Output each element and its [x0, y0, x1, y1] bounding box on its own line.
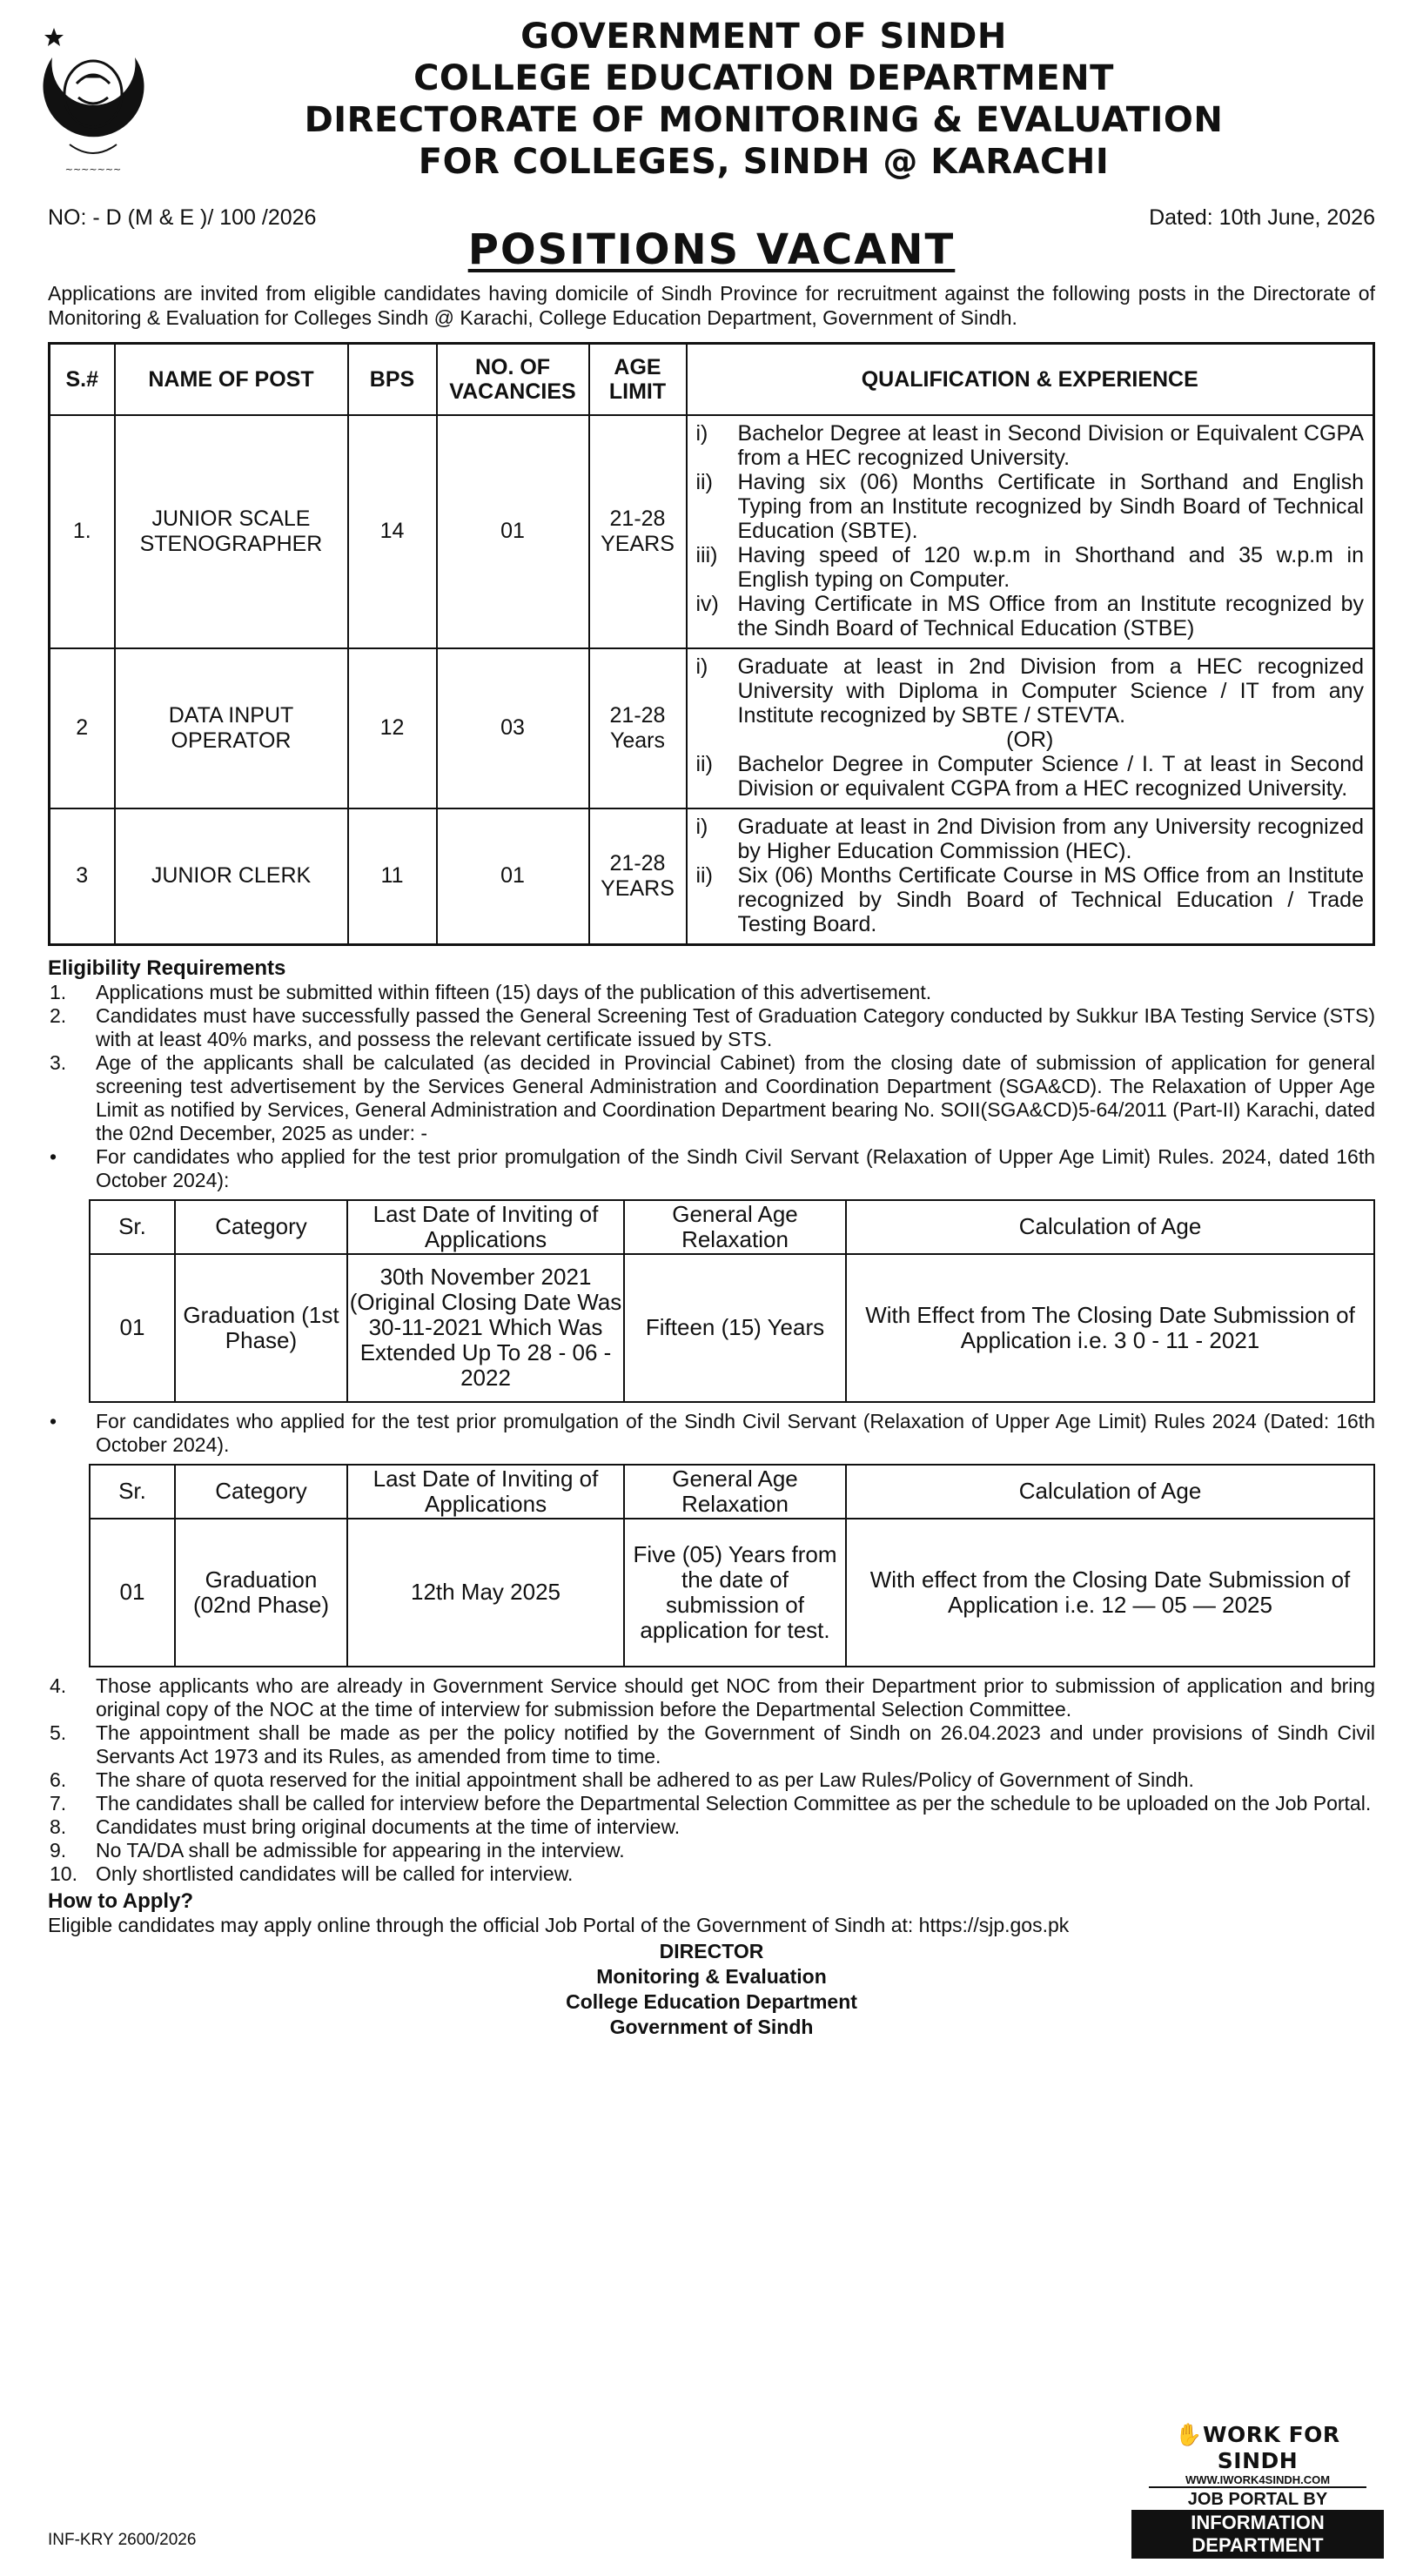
- list-item: [48, 1051, 1375, 1145]
- list-text: Applications must be submitted within fifteen (15) days of the publication of this advertisement.: [96, 980, 932, 1003]
- list-text: For candidates who applied for the test prior promulgation of the Sindh Civil Servant (Relaxation of Upper Age Limit) Rules 2024 (Dated: 16th October 2024).: [96, 1409, 1375, 1456]
- list-number: 5.: [50, 1721, 67, 1744]
- list-text: Age of the applicants shall be calculated (as decided in Provincial Cabinet) from the closing date of submission of application for general screening test advertisement by the Services General Administration and Coordination Department (SGA&CD). The Relaxation of Upper Age Limit as notified by Services, General Administration and Coordination Department bearing No. SOII(SGA&CD)5-64/2011 (Part-II) Karachi, dated the 02nd December, 2025 as under: -: [96, 1050, 1375, 1144]
- list-number: 8.: [50, 1815, 67, 1838]
- qualification-text: Six (06) Months Certificate Course in MS Office from an Institute recognized by Sindh Board of Technical Education / Trade Testing Board.: [737, 862, 1364, 936]
- col-header: General Age Relaxation: [624, 1200, 846, 1254]
- table-cell: Graduation (1st Phase): [175, 1254, 347, 1402]
- qualification-item: [696, 752, 1365, 801]
- col-header: NO. OF VACANCIES: [437, 344, 589, 415]
- qualification-text: Having speed of 120 w.p.m in Shorthand and 35 w.p.m in English typing on Computer.: [737, 542, 1364, 592]
- ad-code: INF-KRY 2600/2026: [48, 2531, 197, 2549]
- dated-text: Dated: 10th June, 2026: [1149, 205, 1375, 230]
- work-for-sindh-logo: [1131, 2422, 1384, 2559]
- how-to-apply-heading: How to Apply?: [48, 1888, 194, 1913]
- qualification-number: iii): [695, 542, 718, 567]
- table-row: [50, 648, 1374, 808]
- positions-table: [48, 342, 1375, 946]
- list-number: 4.: [50, 1674, 67, 1697]
- table-cell: 12: [348, 648, 437, 808]
- table-row: [50, 415, 1374, 648]
- table-cell: With effect from the Closing Date Submission of Application i.e. 12 — 05 — 2025: [846, 1519, 1374, 1667]
- svg-text:~~~~~~~: ~~~~~~~: [64, 164, 122, 175]
- list-item: [48, 1768, 1375, 1792]
- list-item: [48, 1674, 1375, 1721]
- qualification-number: ii): [695, 751, 713, 776]
- col-header: S.#: [50, 344, 115, 415]
- qualification-number: ii): [695, 469, 713, 494]
- qualification-item: [696, 421, 1365, 470]
- qualification-text: Having Certificate in MS Office from an Institute recognized by the Sindh Board of Technical Education (STBE): [737, 591, 1364, 641]
- header-line-4: FOR COLLEGES, SINDH @ KARACHI: [418, 142, 1110, 182]
- col-header: QUALIFICATION & EXPERIENCE: [687, 344, 1374, 415]
- list-item: [48, 1792, 1375, 1815]
- col-header: Last Date of Inviting of Applications: [347, 1465, 624, 1519]
- eligibility-list-a: [48, 981, 1375, 1192]
- list-number: 10.: [50, 1862, 77, 1885]
- qualification-cell: [687, 415, 1374, 648]
- qualification-item: [696, 815, 1365, 863]
- header-line-3: DIRECTORATE OF MONITORING & EVALUATION: [304, 100, 1224, 140]
- wfs-title: WORK FOR SINDH: [1202, 2422, 1340, 2473]
- list-item: [48, 1004, 1375, 1051]
- table-row: [50, 808, 1374, 945]
- table-cell: 1.: [50, 415, 115, 648]
- sindh-government-emblem: [35, 23, 148, 188]
- header-line-1: GOVERNMENT OF SINDH: [520, 17, 1007, 57]
- list-number: 9.: [50, 1838, 67, 1862]
- table-cell: 2: [50, 648, 115, 808]
- qualification-cell: [687, 808, 1374, 945]
- wfs-line3: JOB PORTAL BY: [1187, 2490, 1328, 2509]
- qualification-number: i): [695, 814, 708, 839]
- list-item: [48, 981, 1375, 1004]
- list-item: [48, 1862, 1375, 1886]
- col-header: Sr.: [90, 1200, 175, 1254]
- qualification-text: Graduate at least in 2nd Division from any University recognized by Higher Education Commission (HEC).: [737, 814, 1364, 863]
- header-block: [152, 0, 1375, 183]
- table-cell: 03: [437, 648, 589, 808]
- list-number: 3.: [50, 1050, 67, 1074]
- director-line: Monitoring & Evaluation: [596, 1964, 827, 1988]
- table-cell: 14: [348, 415, 437, 648]
- list-text: For candidates who applied for the test prior promulgation of the Sindh Civil Servant (Relaxation of Upper Age Limit) Rules. 2024, dated 16th October 2024):: [96, 1144, 1375, 1191]
- qualification-text: Bachelor Degree in Computer Science / I. T at least in Second Division or equivalent CGPA from a HEC recognized University.: [737, 751, 1364, 801]
- qualification-text: Having six (06) Months Certificate in Sorthand and English Typing from an Institute recognized by Sindh Board of Technical Education (SBTE).: [737, 469, 1364, 543]
- list-item: [48, 1815, 1375, 1839]
- qualification-cell: [687, 648, 1374, 808]
- list-number: 7.: [50, 1791, 67, 1815]
- table-row: [90, 1254, 1374, 1402]
- table-cell: With Effect from The Closing Date Submission of Application i.e. 3 0 - 11 - 2021: [846, 1254, 1374, 1402]
- list-text: No TA/DA shall be admissible for appearing in the interview.: [96, 1838, 625, 1862]
- list-number: 6.: [50, 1768, 67, 1791]
- list-number: 1.: [50, 980, 67, 1003]
- wfs-line4: INFORMATION DEPARTMENT: [1131, 2510, 1384, 2559]
- table-cell: 01: [437, 415, 589, 648]
- col-header: Category: [175, 1200, 347, 1254]
- qualification-number: i): [695, 420, 708, 446]
- age-relaxation-table-1: [89, 1199, 1375, 1403]
- qualification-item: [696, 654, 1365, 728]
- table-cell: Fifteen (15) Years: [624, 1254, 846, 1402]
- age-relaxation-table-2: [89, 1464, 1375, 1667]
- table-cell: JUNIOR CLERK: [115, 808, 348, 945]
- table-cell: 3: [50, 808, 115, 945]
- list-text: Candidates must bring original documents at the time of interview.: [96, 1815, 681, 1838]
- col-header: General Age Relaxation: [624, 1465, 846, 1519]
- qualification-number: iv): [695, 591, 719, 616]
- col-header: Calculation of Age: [846, 1465, 1374, 1519]
- table-cell: 01: [437, 808, 589, 945]
- table-cell: DATA INPUT OPERATOR: [115, 648, 348, 808]
- page-title: POSITIONS VACANT: [467, 225, 956, 274]
- table-cell: 01: [90, 1254, 175, 1402]
- header-line-2: COLLEGE EDUCATION DEPARTMENT: [413, 58, 1114, 98]
- director-line: Government of Sindh: [609, 2015, 814, 2038]
- list-number: 2.: [50, 1003, 67, 1027]
- director-line: College Education Department: [566, 1989, 857, 2013]
- qualification-item: [696, 470, 1365, 543]
- table-cell: JUNIOR SCALE STENOGRAPHER: [115, 415, 348, 648]
- list-text: The share of quota reserved for the initial appointment shall be adhered to as per Law Rules/Policy of Government of Sindh.: [96, 1768, 1194, 1791]
- positions-table-header: [50, 344, 1374, 415]
- qualification-item: [696, 592, 1365, 641]
- apply-text: Eligible candidates may apply online through the official Job Portal of the Government of Sindh at: https://sjp.gos.pk: [48, 1913, 1070, 1936]
- list-item: [48, 1145, 1375, 1192]
- table-cell: 21-28 YEARS: [589, 808, 687, 945]
- col-header: AGE LIMIT: [589, 344, 687, 415]
- qualification-number: i): [695, 654, 708, 679]
- list-item: [48, 1839, 1375, 1862]
- col-header: Category: [175, 1465, 347, 1519]
- table-cell: 12th May 2025: [347, 1519, 624, 1667]
- list-text: Only shortlisted candidates will be called for interview.: [96, 1862, 574, 1885]
- table-cell: 30th November 2021 (Original Closing Date Was 30-11-2021 Which Was Extended Up To 28 - 06 - 2022: [347, 1254, 624, 1402]
- col-header: BPS: [348, 344, 437, 415]
- table-cell: 11: [348, 808, 437, 945]
- director-signature-block: [48, 1939, 1375, 2040]
- list-item: [48, 1721, 1375, 1768]
- list-number: •: [50, 1144, 57, 1168]
- qualification-text: Bachelor Degree at least in Second Division or Equivalent CGPA from a HEC recognized University.: [737, 420, 1364, 470]
- list-text: Candidates must have successfully passed the General Screening Test of Graduation Category conducted by Sukkur IBA Testing Service (STS) with at least 40% marks, and possess the relevant certificate issued by STS.: [96, 1003, 1375, 1050]
- wfs-url: WWW.IWORK4SINDH.COM: [1149, 2473, 1366, 2488]
- list-text: Those applicants who are already in Government Service should get NOC from their Department prior to submission of application and bring original copy of the NOC at the time of interview for submission before the Departmental Selection Committee.: [96, 1674, 1375, 1721]
- table-cell: 01: [90, 1519, 175, 1667]
- table-row: [90, 1519, 1374, 1667]
- qualification-number: ii): [695, 862, 713, 888]
- list-item: [48, 1410, 1375, 1457]
- table-cell: 21-28 Years: [589, 648, 687, 808]
- how-to-apply-text: [48, 1914, 1375, 1937]
- col-header: Calculation of Age: [846, 1200, 1374, 1254]
- col-header: Sr.: [90, 1465, 175, 1519]
- reference-number: NO: - D (M & E )/ 100 /2026: [48, 205, 317, 230]
- director-line: DIRECTOR: [659, 1939, 764, 1962]
- col-header: NAME OF POST: [115, 344, 348, 415]
- list-text: The candidates shall be called for interview before the Departmental Selection Committee as per the schedule to be uploaded on the Job Portal.: [96, 1791, 1372, 1815]
- eligibility-list-b: [48, 1674, 1375, 1886]
- list-number: •: [50, 1409, 57, 1432]
- list-text: The appointment shall be made as per the policy notified by the Government of Sindh on 26.04.2023 and under provisions of Sindh Civil Servants Act 1973 and its Rules, as amended from time to time.: [96, 1721, 1375, 1768]
- qualification-item: [696, 863, 1365, 936]
- table-cell: Five (05) Years from the date of submission of application for test.: [624, 1519, 846, 1667]
- col-header: Last Date of Inviting of Applications: [347, 1200, 624, 1254]
- table-cell: Graduation (02nd Phase): [175, 1519, 347, 1667]
- or-separator: (OR): [1006, 727, 1054, 752]
- qualification-text: Graduate at least in 2nd Division from a HEC recognized University with Diploma in Computer Science / IT from any Institute recognized by SBTE / STEVTA.: [737, 654, 1364, 728]
- eligibility-heading: Eligibility Requirements: [48, 956, 286, 980]
- qualification-item: [696, 543, 1365, 592]
- intro-paragraph: Applications are invited from eligible candidates having domicile of Sindh Province for recruitment against the following posts in the Directorate of Monitoring & Evaluation for Colleges Sindh @ Karachi, College Education Department, Government of Sindh.: [48, 282, 1375, 329]
- hand-icon: ✋: [1175, 2422, 1203, 2447]
- table-cell: 21-28 YEARS: [589, 415, 687, 648]
